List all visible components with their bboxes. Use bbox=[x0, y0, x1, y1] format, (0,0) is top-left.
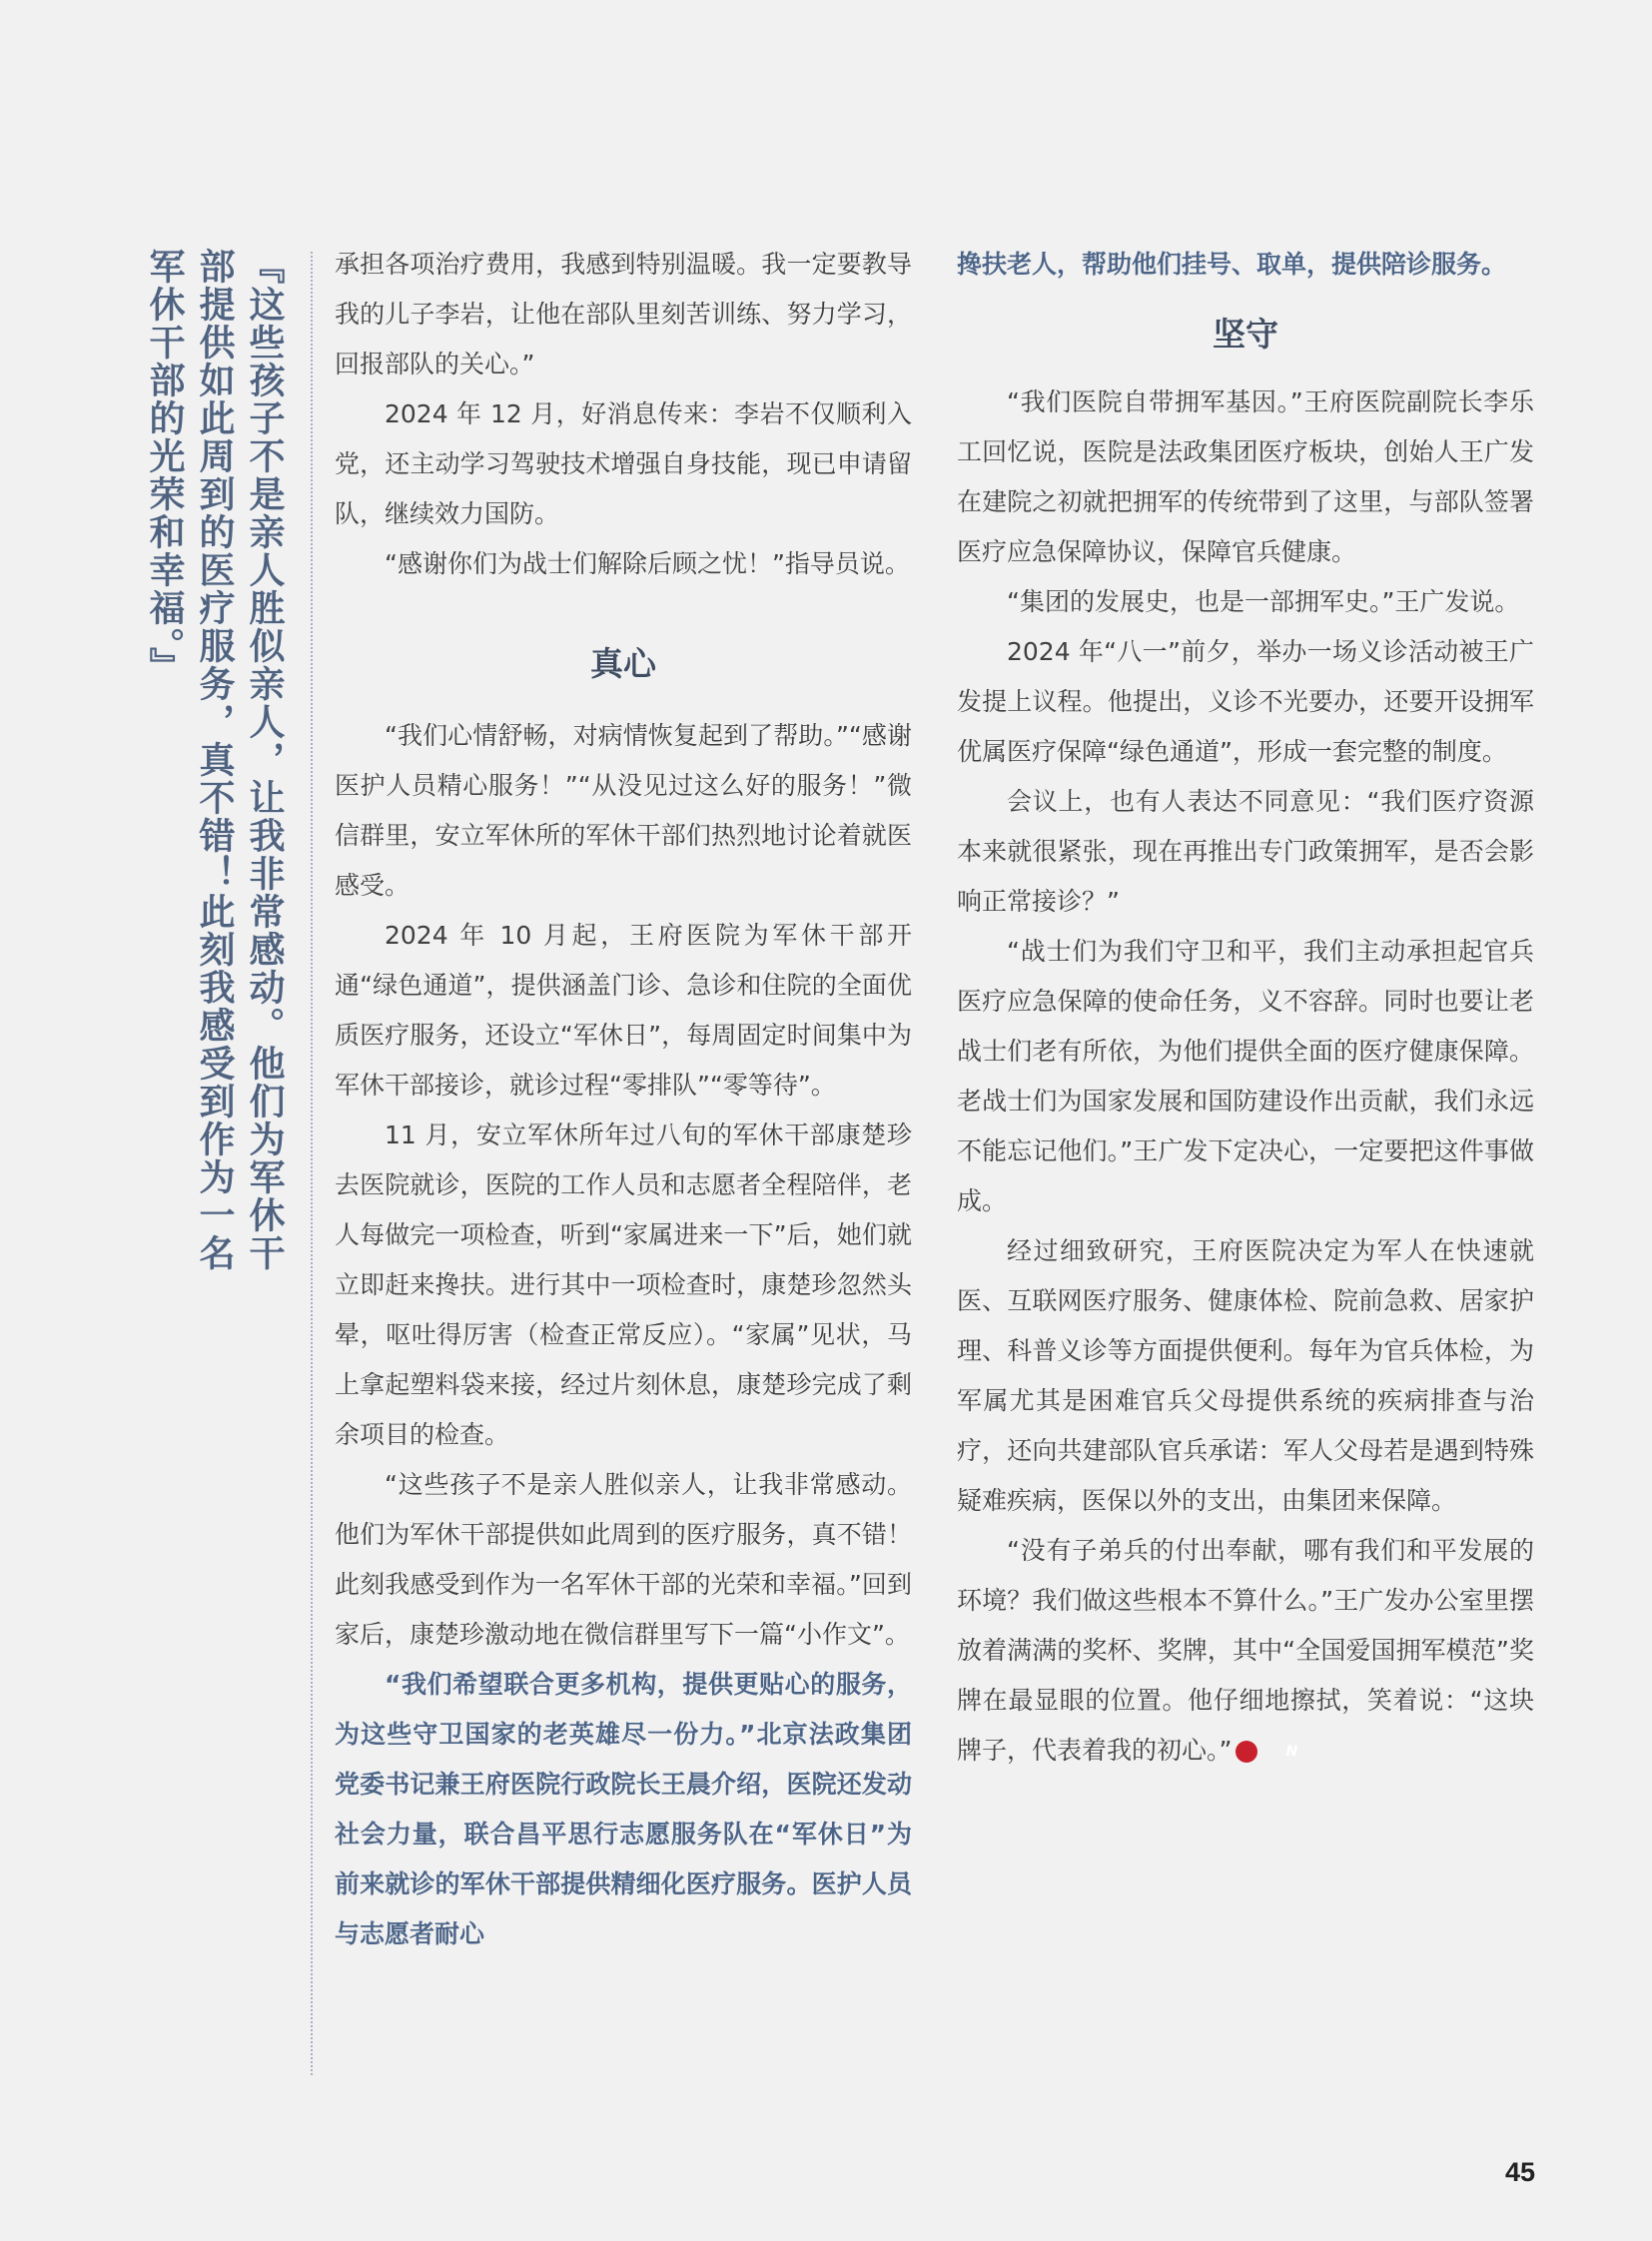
paragraph: “我们心情舒畅，对病情恢复起到了帮助。”“感谢医护人员精心服务！”“从没见过这么好的服务！”微信群里，安立军休所的军休干部们热烈地讨论着就医感受。 bbox=[335, 721, 912, 900]
paragraph: 会议上，也有人表达不同意见：“我们医疗资源本来就很紧张，现在再推出专门政策拥军，是否会影响正常接诊？” bbox=[957, 787, 1534, 916]
highlight-paragraph: “我们希望联合更多机构，提供更贴心的服务，为这些守卫国家的老英雄尽一份力。”北京法政集团党委书记兼王府医院行政院长王晨介绍，医院还发动社会力量，联合昌平思行志愿服务队在“军休日”为前来就诊的军休干部提供精细化医疗服务。医护人员与志愿者耐心 bbox=[335, 1670, 912, 1948]
final-paragraph bbox=[957, 1526, 1534, 1776]
paragraph: “我们医院自带拥军基因。”王府医院副院长李乐工回忆说，医院是法政集团医疗板块，创始人王广发在建院之初就把拥军的传统带到了这里，与部队签署医疗应急保障协议，保障官兵健康。 bbox=[957, 387, 1534, 566]
left-column bbox=[335, 240, 912, 1959]
paragraph: “这些孩子不是亲人胜似亲人，让我非常感动。他们为军休干部提供如此周到的医疗服务，真不错！此刻我感受到作为一名军休干部的光荣和幸福。”回到家后，康楚珍激动地在微信群里写下一篇“小作文”。 bbox=[335, 1470, 912, 1649]
paragraph: “感谢你们为战士们解除后顾之忧！”指导员说。 bbox=[385, 549, 910, 578]
paragraph: “战士们为我们守卫和平，我们主动承担起官兵医疗应急保障的使命任务，义不容辞。同时也要让老战士们老有所依，为他们提供全面的医疗健康保障。老战士们为国家发展和国防建设作出贡献，我们永远不能忘记他们。”王广发下定决心，一定要把这件事做成。 bbox=[957, 937, 1534, 1215]
paragraph: 2024 年 12 月，好消息传来：李岩不仅顺利入党，还主动学习驾驶技术增强自身技能，现已申请留队，继续效力国防。 bbox=[335, 399, 912, 528]
paragraph-text: “没有子弟兵的付出奉献，哪有我们和平发展的环境？我们做这些根本不算什么。”王广发办公室里摆放着满满的奖杯、奖牌，其中“全国爱国拥军模范”奖牌在最显眼的位置。他仔细地擦拭，笑着说：“这块牌子，代表着我的初心。” bbox=[957, 1536, 1534, 1765]
end-mark-icon: N bbox=[1236, 1741, 1257, 1763]
section-heading-jianshou: 坚守 bbox=[1213, 315, 1278, 354]
paragraph: 承担各项治疗费用，我感到特别温暖。我一定要教导我的儿子李岩，让他在部队里刻苦训练、努力学习，回报部队的关心。” bbox=[335, 250, 912, 378]
paragraph: 2024 年 10 月起，王府医院为军休干部开通“绿色通道”，提供涵盖门诊、急诊和住院的全面优质医疗服务，还设立“军休日”，每周固定时间集中为军休干部接诊，就诊过程“零排队”“零等待”。 bbox=[335, 921, 912, 1100]
page-number: 45 bbox=[1504, 2157, 1535, 2187]
paragraph: “集团的发展史，也是一部拥军史。”王广发说。 bbox=[1007, 587, 1520, 616]
paragraph: 11 月，安立军休所年过八旬的军休干部康楚珍去医院就诊，医院的工作人员和志愿者全程陪伴，老人每做完一项检查，听到“家属进来一下”后，她们就立即赶来搀扶。进行其中一项检查时，康楚珍忽然头晕，呕吐得厉害（检查正常反应）。“家属”见状，马上拿起塑料袋来接，经过片刻休息，康楚珍完成了剩余项目的检查。 bbox=[335, 1120, 912, 1449]
paragraph: 经过细致研究，王府医院决定为军人在快速就医、互联网医疗服务、健康体检、院前急救、居家护理、科普义诊等方面提供便利。每年为官兵体检，为军属尤其是困难官兵父母提供系统的疾病排查与治疗，还向共建部队官兵承诺：军人父母若是遇到特殊疑难疾病，医保以外的支出，由集团来保障。 bbox=[957, 1236, 1534, 1515]
paragraph: 2024 年“八一”前夕，举办一场义诊活动被王广发提上议程。他提出，义诊不光要办，还要开设拥军优属医疗保障“绿色通道”，形成一套完整的制度。 bbox=[957, 637, 1534, 766]
highlight-paragraph: 搀扶老人，帮助他们挂号、取单，提供陪诊服务。 bbox=[957, 250, 1507, 279]
section-heading-zhenxin: 真心 bbox=[590, 644, 656, 683]
column-divider bbox=[311, 252, 313, 2075]
right-column bbox=[957, 240, 1534, 1776]
pull-quote: 『这些孩子不是亲人胜似亲人，让我非常感动。他们为军休干部提供如此周到的医疗服务，真不错！此刻我感受到作为一名军休干部的光荣和幸福。』 bbox=[144, 248, 286, 1272]
